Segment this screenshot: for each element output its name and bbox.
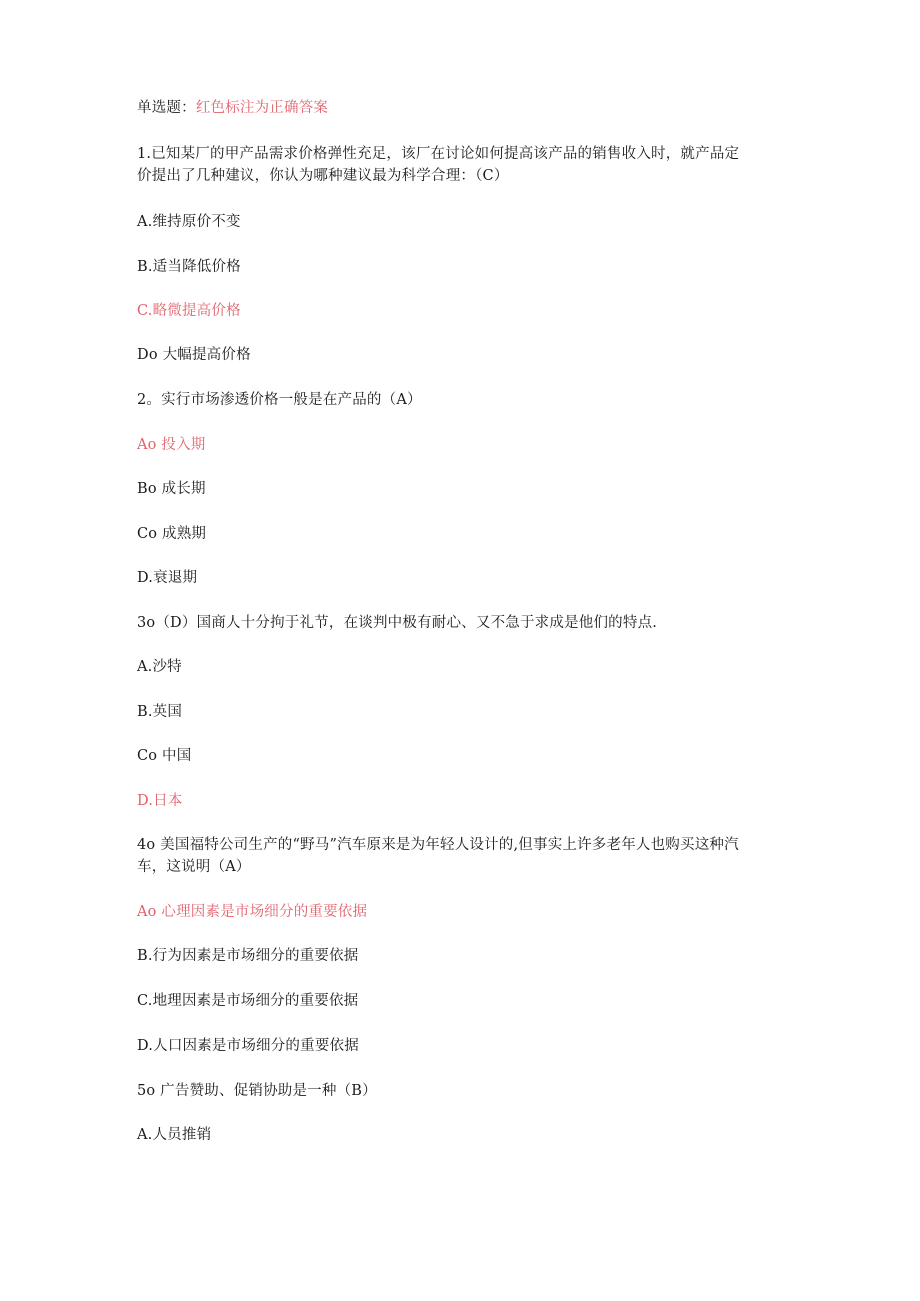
question-4-option-c: C.地理因素是市场细分的重要依据 [137, 993, 359, 1009]
question-3-option-a: A.沙特 [137, 659, 182, 675]
question-3-text: 3o（D）国商人十分拘于礼节，在谈判中极有耐心、又不急于求成是他们的特点. [137, 615, 658, 631]
question-4-option-b: B.行为因素是市场细分的重要依据 [137, 948, 359, 964]
question-4-option-d: D.人口因素是市场细分的重要依据 [137, 1038, 359, 1054]
question-3-option-d-correct: D.日本 [137, 793, 183, 809]
question-3-option-b: B.英国 [137, 704, 183, 720]
question-5-text: 5o 广告赞助、促销协助是一种（B） [137, 1083, 377, 1099]
question-1-line-2: 价提出了几种建议，你认为哪种建议最为科学合理：（C） [137, 168, 509, 184]
question-2-option-c: Co 成熟期 [137, 526, 207, 542]
question-1-option-c-correct: C.略微提高价格 [137, 303, 241, 319]
question-4-line-2: 车，这说明（A） [137, 859, 251, 875]
question-1-line-1: 1.已知某厂的甲产品需求价格弹性充足，该厂在讨论如何提高该产品的销售收入时，就产品定 [137, 146, 740, 162]
question-1-option-a: A.维持原价不变 [137, 214, 241, 230]
question-2-option-d: D.衰退期 [137, 570, 198, 586]
question-1-option-b: B.适当降低价格 [137, 259, 241, 275]
question-2-option-b: Bo 成长期 [137, 481, 206, 497]
question-2-text: 2。实行市场渗透价格一般是在产品的（A） [137, 392, 422, 408]
question-4-option-a-correct: Ao 心理因素是市场细分的重要依据 [137, 904, 368, 920]
question-4-line-1: 4o 美国福特公司生产的“野马”汽车原来是为年轻人设计的,但事实上许多老年人也购买这种汽 [137, 837, 739, 853]
document-header [137, 97, 787, 119]
question-3-option-c: Co 中国 [137, 748, 192, 764]
header-prefix: 单选题： [137, 100, 196, 116]
question-1-option-d: Do 大幅提高价格 [137, 347, 251, 363]
question-5-option-a: A.人员推销 [137, 1127, 212, 1143]
header-note: 红色标注为正确答案 [195, 100, 329, 116]
question-2-option-a-correct: Ao 投入期 [137, 437, 206, 453]
